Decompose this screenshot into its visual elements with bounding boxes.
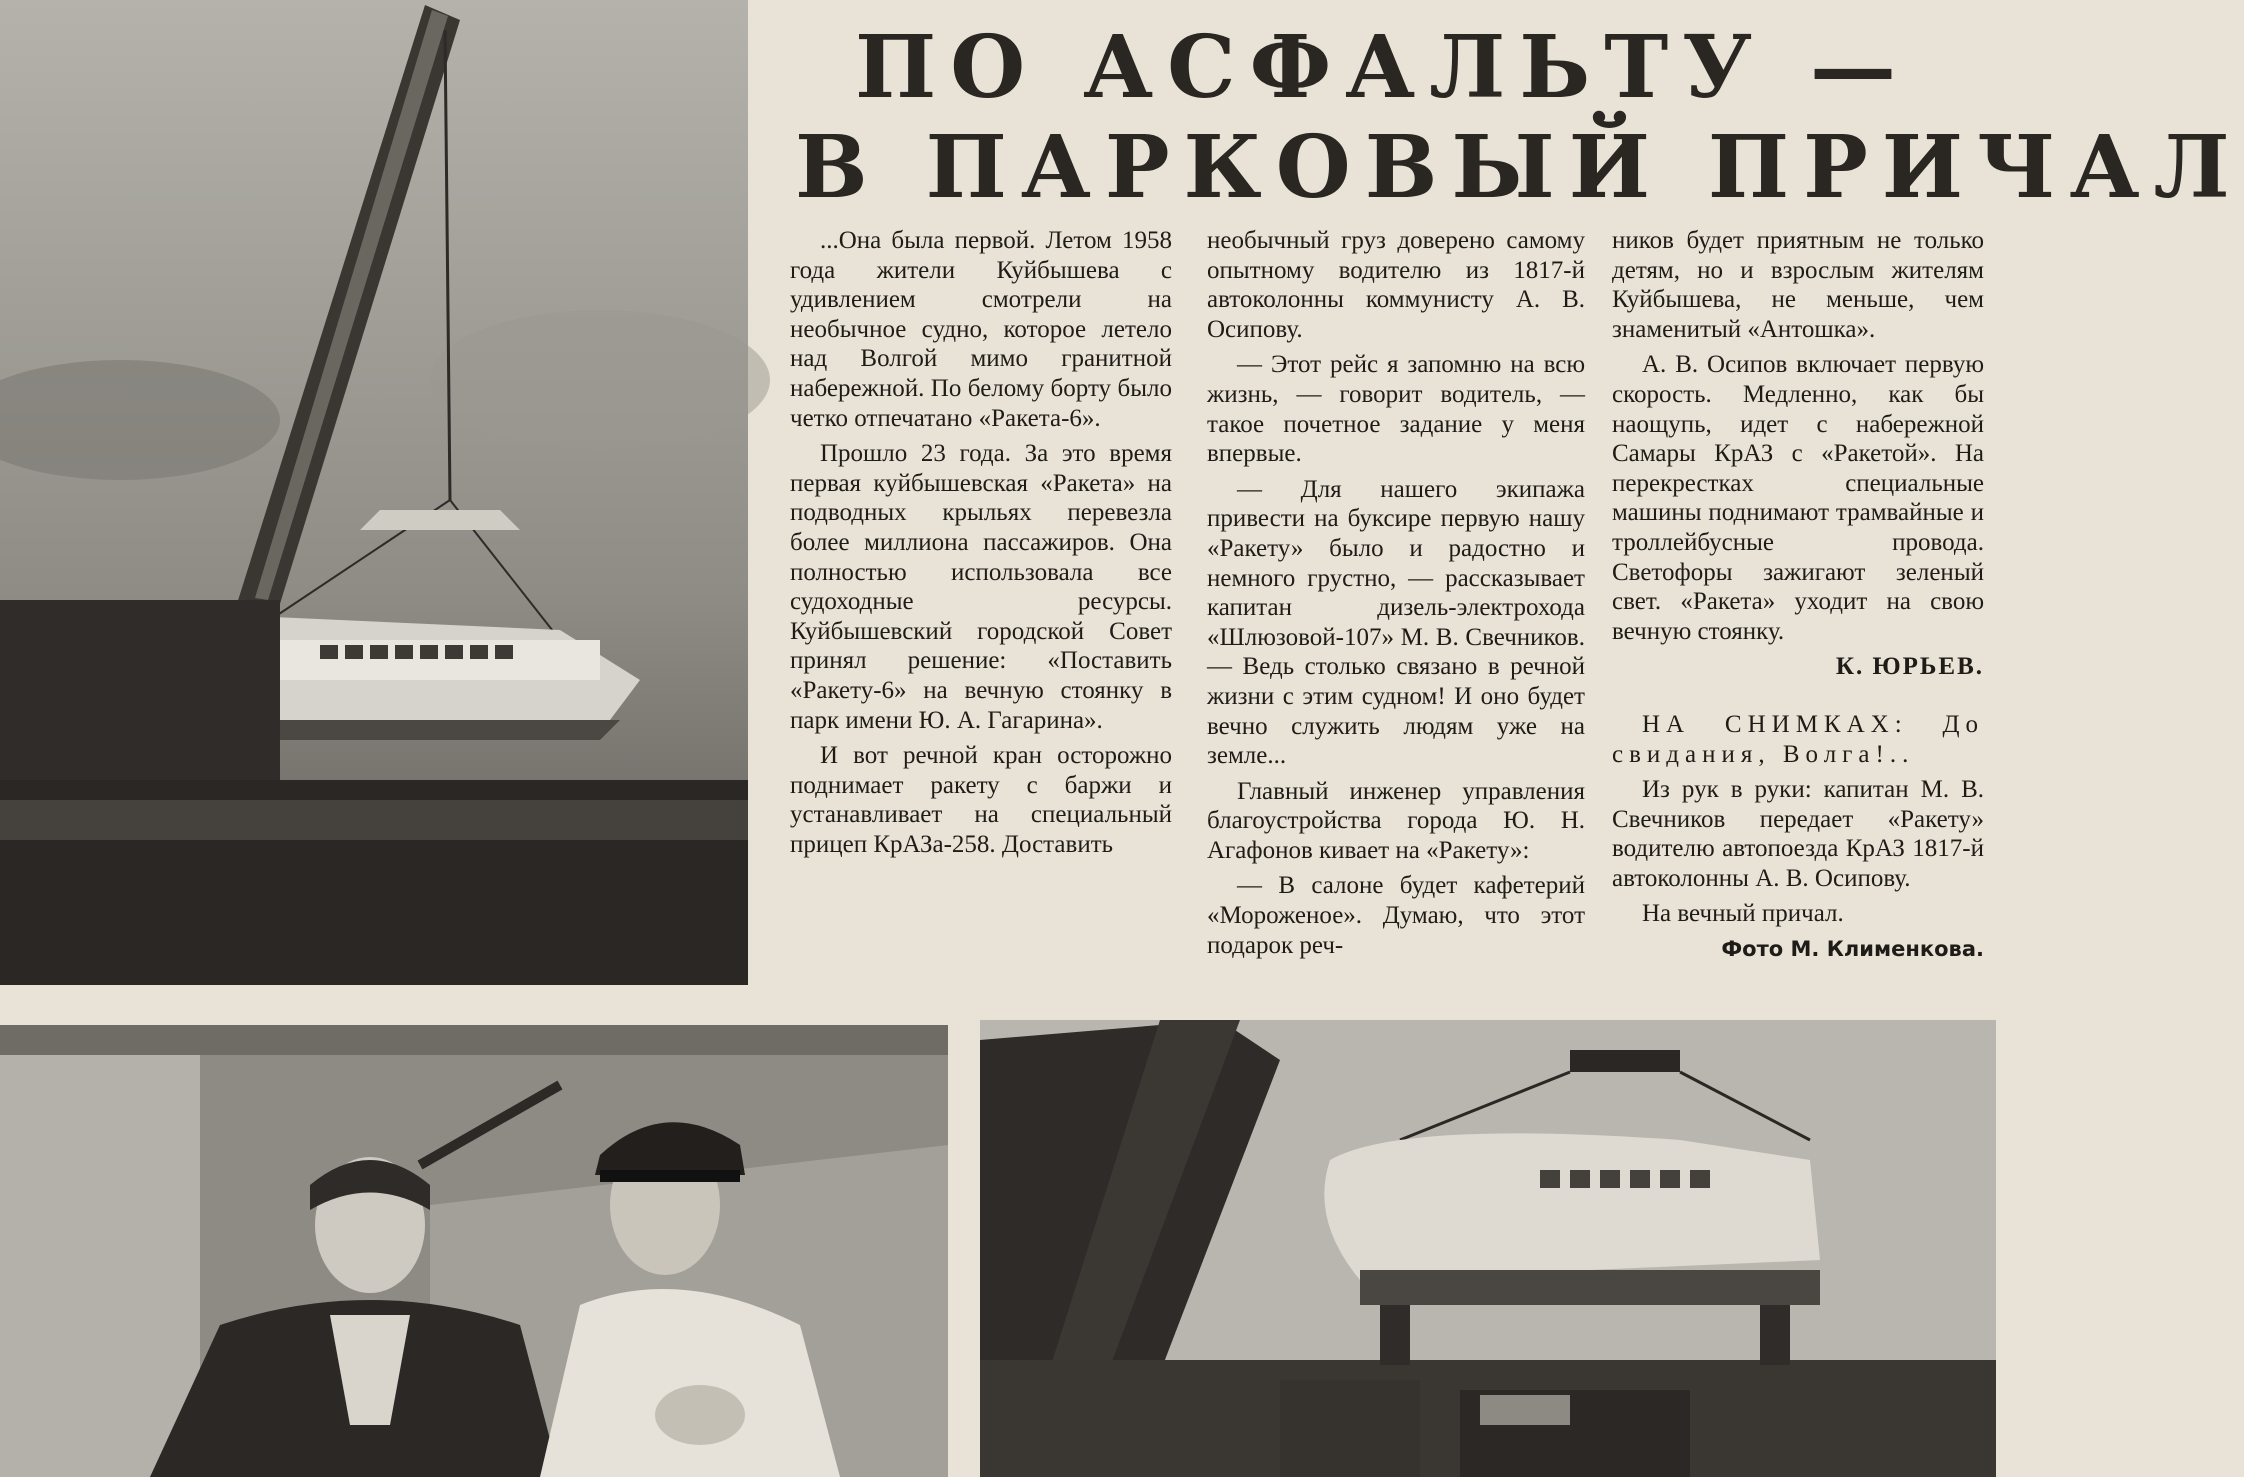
photo-caption: На вечный причал. — [1642, 900, 1844, 928]
paragraph: И вот речной кран осторожно поднимает ракету с баржи и устанавливает на специальный прицеп КрАЗа-258. Доставить — [790, 742, 1172, 858]
photo-caption: Из рук в руки: капитан М. В. Свечников передает «Ракету» водителю автопоезда КрАЗ 1817-й автоколонны А. В. Осипову. — [1612, 776, 1984, 892]
paragraph: — В салоне будет кафетерий «Мороженое». Думаю, что этот подарок реч- — [1207, 872, 1585, 959]
article-column-1 — [790, 226, 1172, 865]
paragraph: — Для нашего экипажа привести на буксире первую нашу «Ракету» было и радостно и немного грустно, — рассказывает капитан дизель-электрохода «Шлюзовой-107» М. В. Свечников. — Ведь столько связано в речной жизни с этим судном! И оно будет вечно служить людям уже на земле... — [1207, 475, 1585, 770]
headline-line-2: В ПАРКОВЫЙ ПРИЧАЛ — [795, 117, 2244, 218]
photo-credit: Фото М. Клименкова. — [1721, 937, 1984, 962]
paragraph: ников будет приятным не только детям, но и взрослым жителям Куйбышева, не меньше, чем знаменитый «Антошка». — [1612, 227, 1984, 343]
headline-line-1: ПО АСФАЛЬТУ — — [855, 17, 1910, 118]
article-column-3 — [1612, 226, 1984, 971]
author-signature: К. ЮРЬЕВ. — [1835, 653, 1984, 681]
paragraph: Прошло 23 года. За это время первая куйбышевская «Ракета» на подводных крыльях перевезла более миллиона пассажиров. Она полностью использовала все судоходные ресурсы. Куйбышевский городской Совет принял решение: «Поставить «Ракету-6» на вечную стоянку в парк имени Ю. А. Гагарина». — [790, 440, 1172, 734]
paragraph: — Этот рейс я запомню на всю жизнь, — говорит водитель, — такое почетное задание у меня впервые. — [1207, 351, 1585, 468]
photo-crane-lifting-rocket — [0, 0, 748, 985]
paragraph: необычный груз доверено самому опытному водителю из 1817-й автоколонны коммунисту А. В. Осипову. — [1207, 227, 1585, 343]
article-column-2 — [1207, 226, 1585, 966]
photo-captain-and-driver — [0, 1025, 948, 1477]
paragraph: ...Она была первой. Летом 1958 года жители Куйбышева с удивлением смотрели на необычное судно, которое летело над Волгой мимо гранитной набережной. По белому борту было четко отпечатано «Ракета-6». — [790, 227, 1172, 432]
photo-caption: НА СНИМКАХ: До свидания, Волга!.. — [1612, 710, 1984, 768]
photo-rocket-on-crane-trucks — [980, 1020, 1996, 1477]
paragraph: А. В. Осипов включает первую скорость. Медленно, как бы наощупь, идет с набережной Самары КрАЗ с «Ракетой». На перекрестках специальные машины поднимают трамвайные и троллейбусные провода. Светофоры зажигают зеленый свет. «Ракета» уходит на свою вечную стоянку. — [1612, 351, 1984, 645]
paragraph: Главный инженер управления благоустройства города Ю. Н. Агафонов кивает на «Ракету»: — [1207, 777, 1585, 864]
